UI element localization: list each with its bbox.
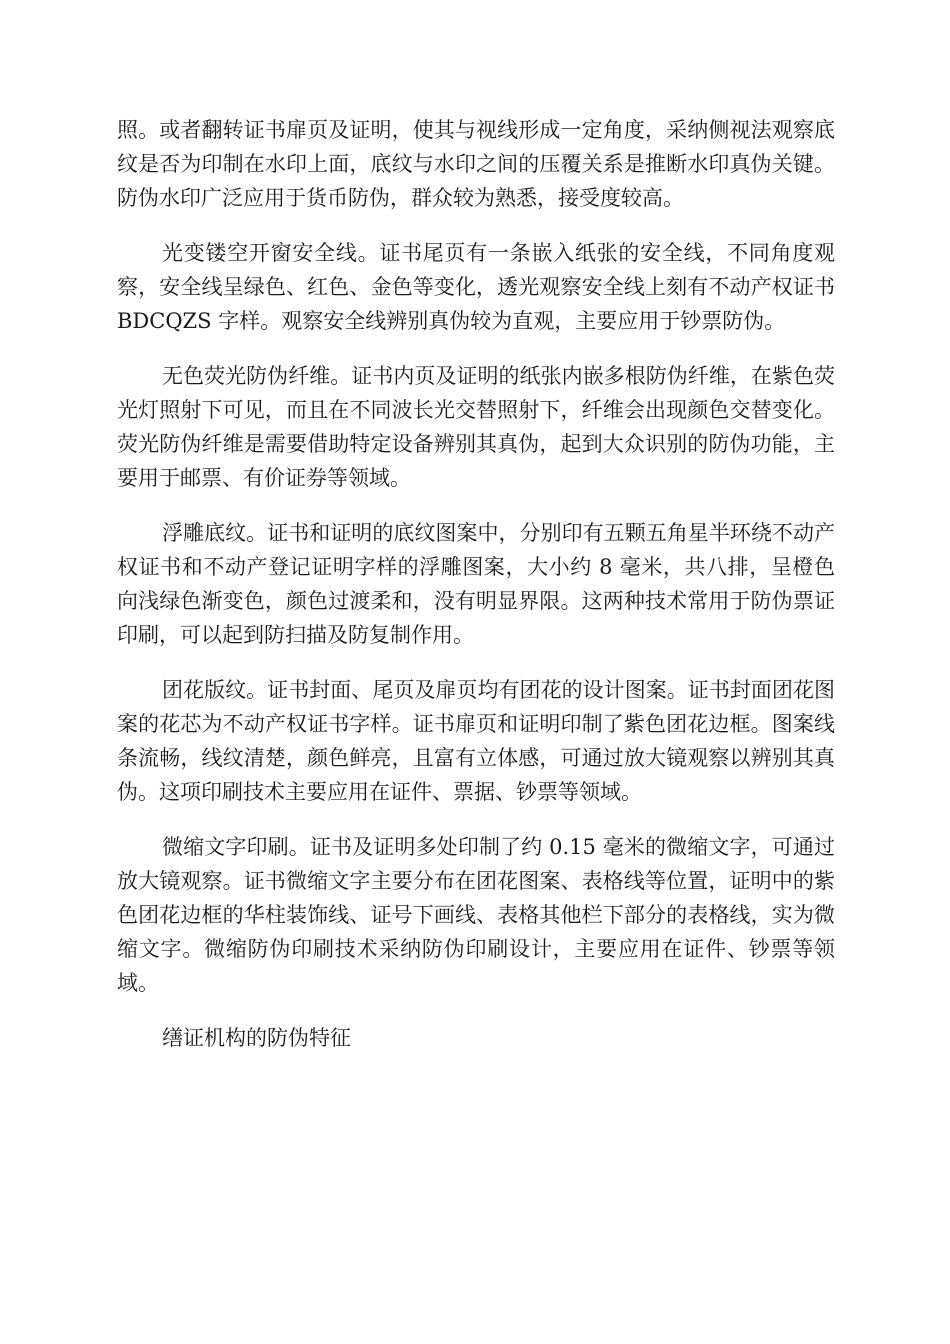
paragraph-microtext: 微缩文字印刷。证书及证明多处印制了约 0.15 毫米的微缩文字，可通过放大镜观察。证书微缩文字主要分布在团花图案、表格线等位置，证明中的紫色团花边框的华柱装饰线、证号下画线、表格其他栏下部分的表格线，实为微缩文字。微缩防伪印刷技术采纳防伪印刷设计，主要应用在证件、钞票等领域。 [117,835,835,995]
paragraph-rosette-pattern: 团花版纹。证书封面、尾页及扉页均有团花的设计图案。证书封面团花图案的花芯为不动产权证书字样。证书扉页和证明印制了紫色团花边框。图案线条流畅，线纹清楚，颜色鲜亮，且富有立体感，可通过放大镜观察以辨别其真伪。这项印刷技术主要应用在证件、票据、钞票等领域。 [117,678,835,804]
document-body [117,113,835,1055]
paragraph-watermark-continuation: 照。或者翻转证书扉页及证明，使其与视线形成一定角度，采纳侧视法观察底纹是否为印制在水印上面，底纹与水印之间的压覆关系是推断水印真伪关键。防伪水印广泛应用于货币防伪，群众较为熟悉，接受度较高。 [117,118,835,210]
section-heading: 缮证机构的防伪特征 [162,1026,351,1050]
paragraph-security-thread: 光变镂空开窗安全线。证书尾页有一条嵌入纸张的安全线，不同角度观察，安全线呈绿色、红色、金色等变化，透光观察安全线上刻有不动产权证书 BDCQZS 字样。观察安全线辨别真伪较为直观，主要应用于钞票防伪。 [117,241,835,333]
paragraph-relief-pattern: 浮雕底纹。证书和证明的底纹图案中，分别印有五颗五角星半环绕不动产权证书和不动产登记证明字样的浮雕图案，大小约 8 毫米，共八排，呈橙色向浅绿色渐变色，颜色过渡柔和，没有明显界限。这两种技术常用于防伪票证印刷，可以起到防扫描及防复制作用。 [117,521,835,647]
paragraph-fluorescent-fiber: 无色荧光防伪纤维。证书内页及证明的纸张内嵌多根防伪纤维，在紫色荧光灯照射下可见，而且在不同波长光交替照射下，纤维会出现颜色交替变化。荧光防伪纤维是需要借助特定设备辨别其真伪，起到大众识别的防伪功能，主要用于邮票、有价证券等领域。 [117,364,835,490]
